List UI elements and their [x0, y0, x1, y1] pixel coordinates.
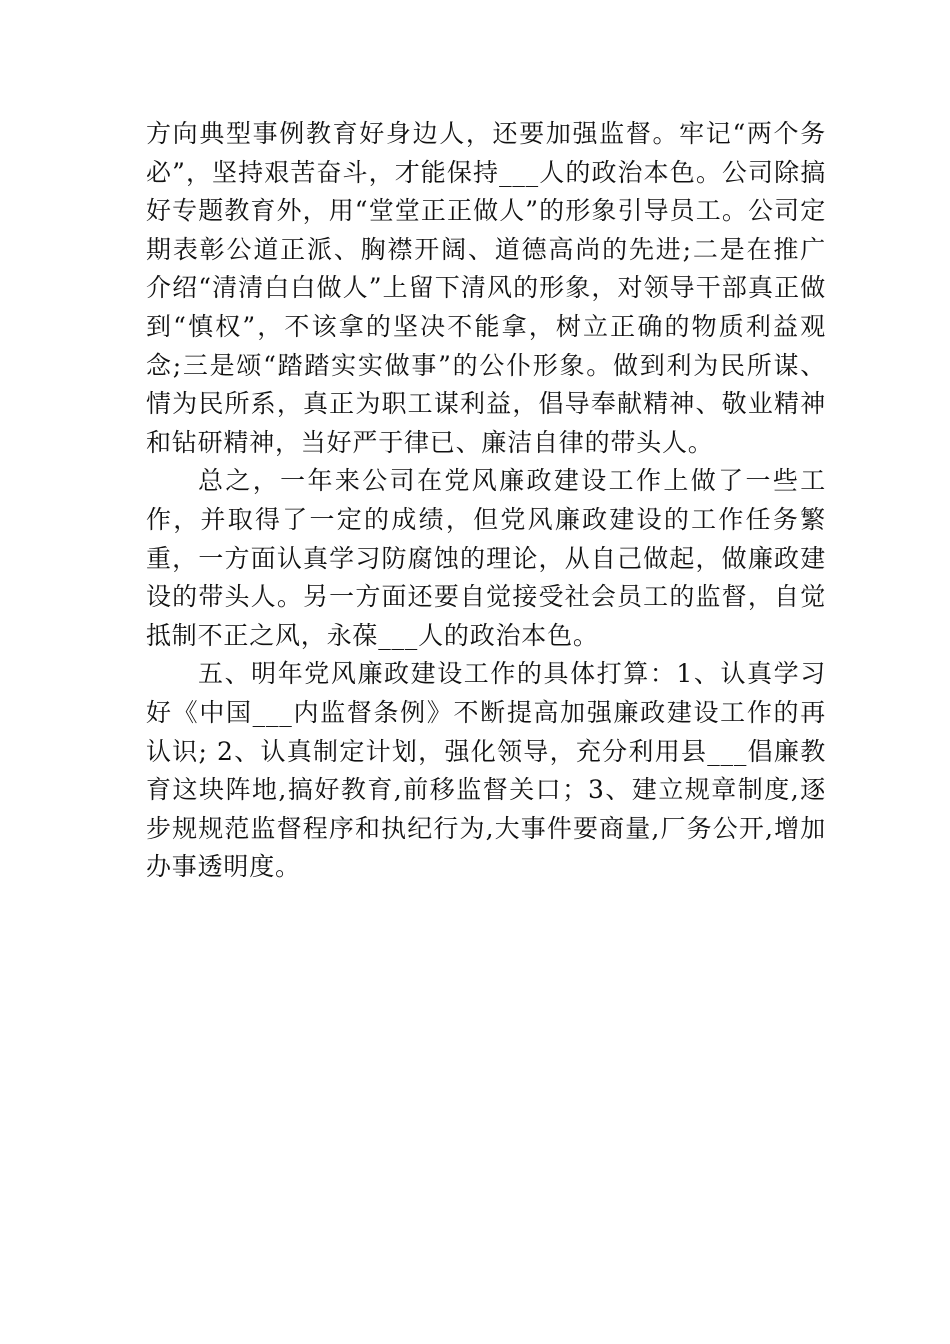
paragraph-summary: 总之，一年来公司在党风廉政建设工作上做了一些工作，并取得了一定的成绩，但党风廉政建设的工作任务繁重，一方面认真学习防腐蚀的理论，从自己做起，做廉政建设的带头人。另一方面还要自觉接受社会员工的监督，自觉抵制不正之风，永葆___人的政治本色。 — [146, 466, 826, 650]
document-body — [146, 115, 826, 887]
paragraph-continued-supervision: 方向典型事例教育好身边人，还要加强监督。牢记“两个务必”，坚持艰苦奋斗，才能保持___人的政治本色。公司除搞好专题教育外，用“堂堂正正做人”的形象引导员工。公司定期表彰公道正派、胸襟开阔、道德高尚的先进;二是在推广介绍“清清白白做人”上留下清风的形象，对领导干部真正做到“慎权”，不该拿的坚决不能拿，树立正确的物质利益观念;三是颂“踏踏实实做事”的公仆形象。做到利为民所谋、情为民所系，真正为职工谋利益，倡导奉献精神、敬业精神和钻研精神，当好严于律已、廉洁自律的带头人。 — [146, 119, 826, 457]
paragraph-next-year-plan: 五、明年党风廉政建设工作的具体打算：1、认真学习好《中国___内监督条例》不断提高加强廉政建设工作的再认识; 2、认真制定计划，强化领导，充分利用县___倡廉教育这块阵地,搞好教育,前移监督关口；3、建立规章制度,逐步规规范监督程序和执纪行为,大事件要商量,厂务公开,增加办事透明度。 — [146, 659, 826, 882]
